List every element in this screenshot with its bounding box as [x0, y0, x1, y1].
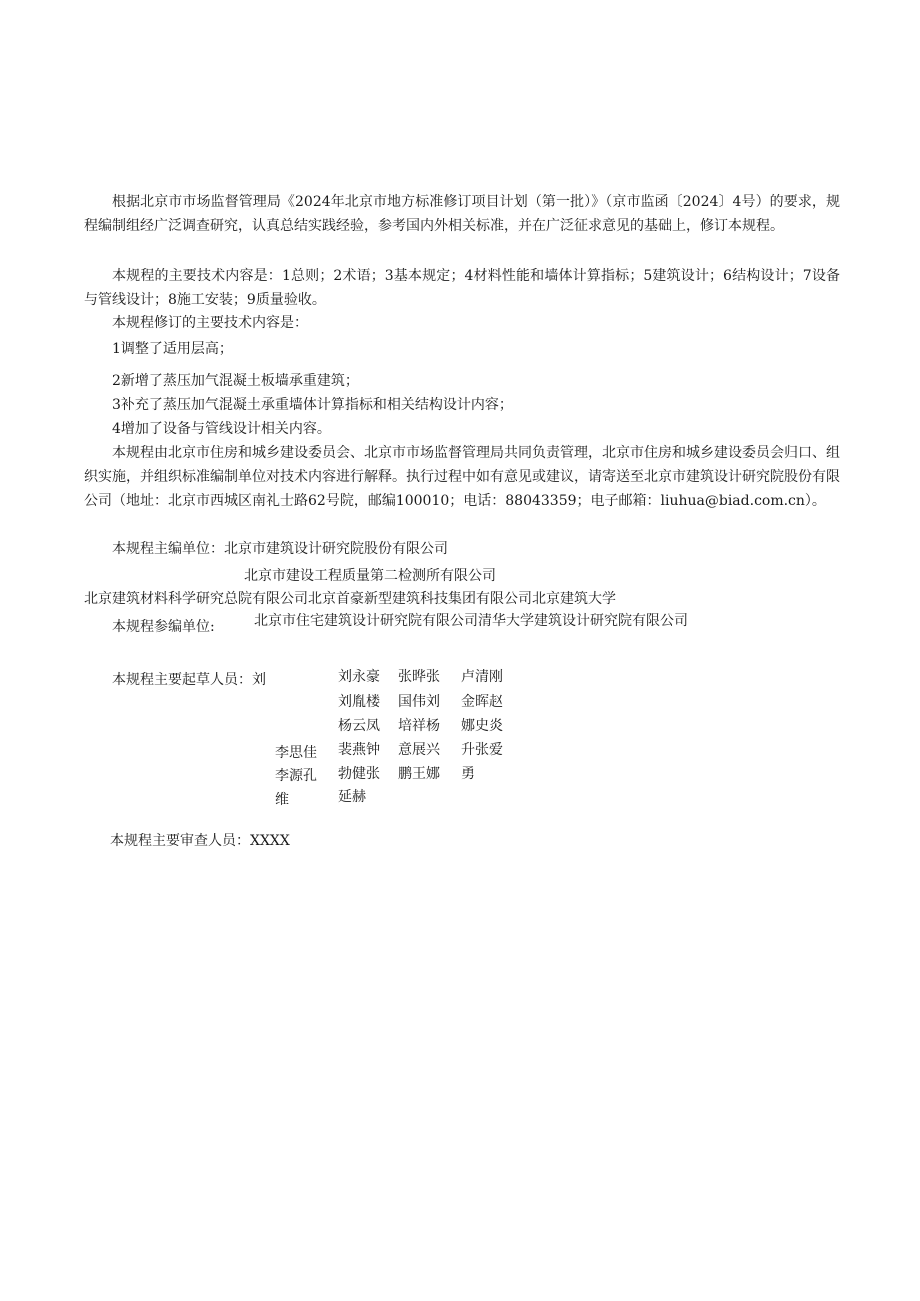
revision-item-1: 1调整了适用层高；: [112, 341, 233, 357]
drafter-name: 李源孔: [275, 768, 317, 784]
drafter-name: 维: [275, 792, 289, 808]
drafter-name: 杨云凤: [338, 718, 380, 734]
drafter-name: 鹏王娜: [398, 766, 440, 782]
intro-paragraph-1: 根据北京市市场监督管理局《2024年北京市地方标准修订项目计划（第一批）》（京市监函〔2024〕4号）的要求，规程编制组经广泛调查研究，认真总结实践经验，参考国内外相关标准，并在广泛征求意见的基础上，修订本规程。: [84, 194, 840, 234]
drafter-name: 张晔张: [398, 669, 440, 685]
drafter-name: 卢清刚: [461, 669, 503, 685]
drafter-name: 培祥杨: [398, 718, 440, 734]
participating-units-label: 本规程参编单位:: [112, 619, 215, 635]
intro-paragraph-3: 本规程修订的主要技术内容是：: [112, 315, 308, 331]
intro-paragraph-2: 本规程的主要技术内容是：1总则；2术语；3基本规定；4材料性能和墙体计算指标；5建筑设计；6结构设计；7设备与管线设计；8施工安装；9质量验收。: [84, 268, 840, 308]
chief-editor-unit-2: 北京市建设工程质量第二检测所有限公司: [244, 568, 496, 584]
drafter-name: 勃健张: [338, 766, 380, 782]
drafter-name: 刘胤楼: [338, 694, 380, 710]
participating-units-value: 北京市住宅建筑设计研究院有限公司清华大学建筑设计研究院有限公司: [254, 613, 688, 629]
chief-editor-units: 本规程主编单位：北京市建筑设计研究院股份有限公司: [112, 541, 448, 557]
drafter-name: 娜史炎: [461, 718, 503, 734]
drafter-name: 李思佳: [275, 745, 317, 761]
drafter-name: 裴燕钟: [338, 742, 380, 758]
revision-item-4: 4增加了设备与管线设计相关内容。: [112, 421, 331, 437]
reviewers-label: 本规程主要审查人员：XXXX: [110, 833, 290, 849]
chief-editor-unit-3: 北京建筑材料科学研究总院有限公司北京首豪新型建筑科技集团有限公司北京建筑大学: [84, 591, 616, 607]
management-paragraph: 本规程由北京市住房和城乡建设委员会、北京市市场监督管理局共同负责管理，北京市住房和城乡建设委员会归口、组织实施，并组织标准编制单位对技术内容进行解释。执行过程中如有意见或建议，请寄送至北京市建筑设计研究院股份有限公司（地址：北京市西城区南礼士路62号院，邮编100010；电话：88043359；电子邮箱：liuhua@biad.com.cn）。: [84, 445, 840, 509]
drafter-name: 金晖赵: [461, 694, 503, 710]
drafter-name: 勇: [461, 766, 475, 782]
drafter-name: 延赫: [338, 789, 366, 805]
drafters-label: 本规程主要起草人员：刘: [112, 672, 266, 688]
revision-item-2: 2新增了蒸压加气混凝土板墙承重建筑；: [112, 373, 359, 389]
drafter-name: 刘永豪: [338, 669, 380, 685]
drafter-name: 升张爱: [461, 742, 503, 758]
revision-item-3: 3补充了蒸压加气混凝土承重墙体计算指标和相关结构设计内容；: [112, 397, 513, 413]
drafter-name: 国伟刘: [398, 694, 440, 710]
drafter-name: 意展兴: [398, 742, 440, 758]
